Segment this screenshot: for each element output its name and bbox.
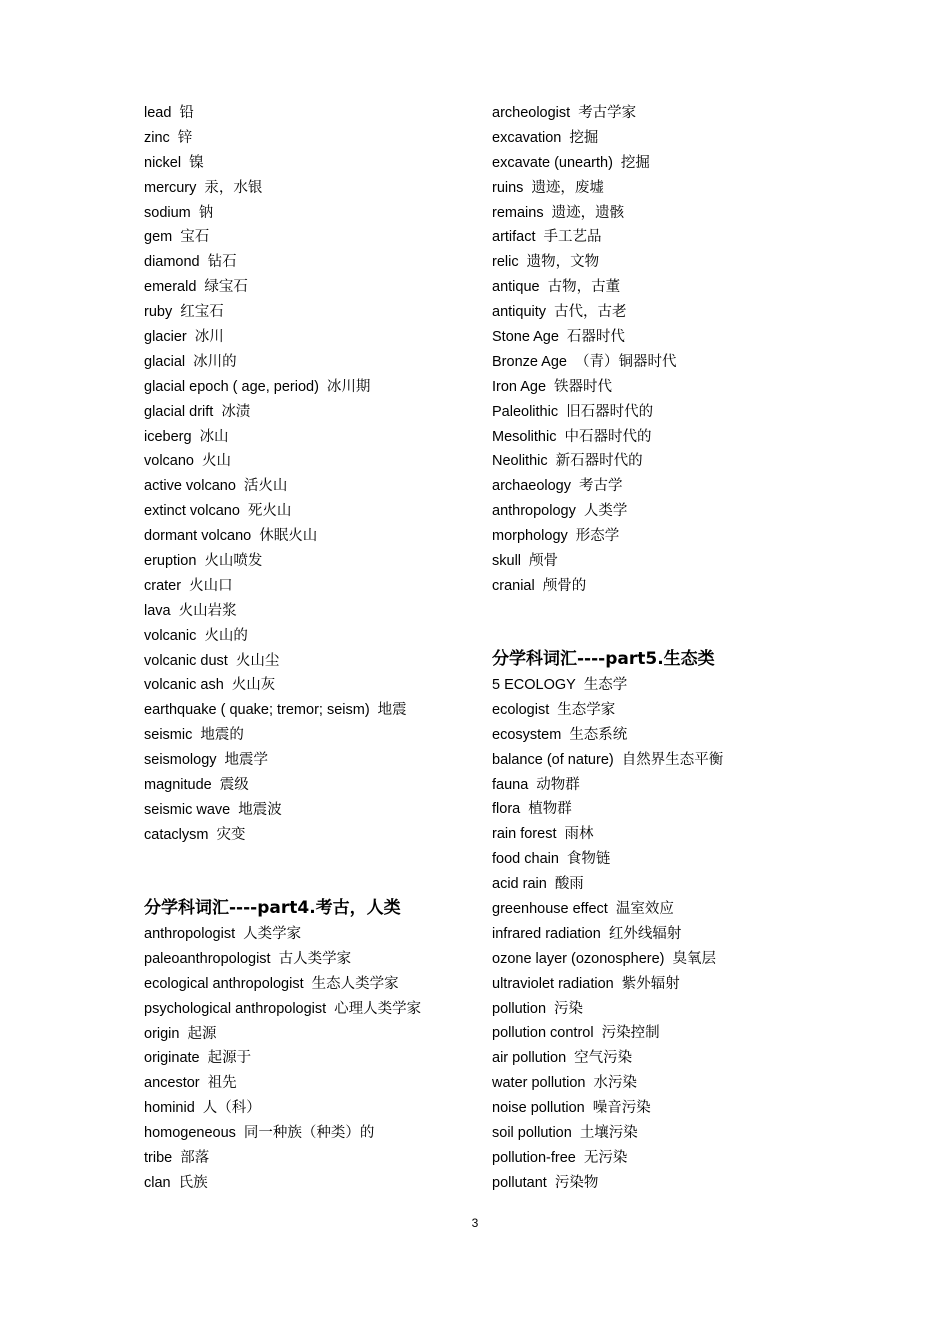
vocab-english: volcanic dust xyxy=(144,652,228,669)
vocab-entry xyxy=(144,300,484,325)
part4-heading: 分学科词汇----part4.考古，人类 xyxy=(144,898,401,918)
vocab-english: pollutant xyxy=(492,1174,547,1191)
vocab-chinese: 无污染 xyxy=(583,1149,628,1166)
vocab-chinese: 温室效应 xyxy=(615,901,674,918)
vocab-chinese: 地震波 xyxy=(238,801,282,818)
vocab-english: seismic wave xyxy=(144,801,231,818)
vocab-chinese: 古代，古老 xyxy=(554,304,627,321)
vocab-chinese: 活火山 xyxy=(243,478,288,495)
vocab-chinese: 冰山 xyxy=(199,428,229,445)
vocab-english: hominid xyxy=(144,1100,195,1117)
vocab-chinese: 铅 xyxy=(179,105,194,121)
vocab-chinese: 宝石 xyxy=(180,229,210,246)
vocab-english: Stone Age xyxy=(492,329,559,346)
vocab-chinese: 生态系统 xyxy=(569,726,628,743)
vocab-english: rain forest xyxy=(492,826,557,843)
vocab-entry xyxy=(144,673,484,698)
vocab-entry xyxy=(144,1121,484,1146)
vocab-entry xyxy=(492,425,912,450)
vocab-english: noise pollution xyxy=(492,1100,585,1117)
vocab-chinese: 铁器时代 xyxy=(554,378,613,395)
vocab-chinese: 土壤污染 xyxy=(579,1125,638,1142)
vocab-chinese: 人（科） xyxy=(202,1100,261,1117)
vocab-chinese: 灾变 xyxy=(216,826,246,843)
vocab-english: gem xyxy=(144,229,173,246)
vocab-entry xyxy=(492,997,912,1022)
vocab-english: pollution xyxy=(492,1000,547,1017)
vocab-entry xyxy=(144,773,484,798)
vocab-entry xyxy=(144,624,484,649)
vocab-english: pollution-free xyxy=(492,1149,576,1166)
vocab-english: relic xyxy=(492,254,519,271)
vocab-chinese: 绿宝石 xyxy=(204,279,248,296)
vocab-chinese: 旧石器时代的 xyxy=(566,403,654,420)
vocab-chinese: 镍 xyxy=(189,154,204,171)
vocab-chinese: 酸雨 xyxy=(554,876,584,893)
vocab-entry xyxy=(492,897,912,922)
vocab-entry xyxy=(492,400,912,425)
vocab-english: lava xyxy=(144,602,171,619)
vocab-chinese: （青）铜器时代 xyxy=(574,353,677,370)
vocab-entry xyxy=(492,723,912,748)
vocab-entry xyxy=(144,499,484,524)
vocab-chinese: 冰川 xyxy=(194,329,224,346)
vocab-entry xyxy=(492,499,912,524)
vocab-english: antique xyxy=(492,279,540,296)
vocab-english: acid rain xyxy=(492,876,547,893)
vocab-entry xyxy=(144,474,484,499)
vocab-chinese: 冰川期 xyxy=(326,378,371,395)
right-vocab-list xyxy=(492,101,912,599)
vocab-english: Mesolithic xyxy=(492,428,557,445)
vocab-english: balance (of nature) xyxy=(492,751,614,768)
vocab-english: seismic xyxy=(144,727,193,744)
vocab-chinese: 中石器时代的 xyxy=(564,428,652,445)
vocab-entry xyxy=(144,101,484,126)
vocab-entry xyxy=(144,524,484,549)
vocab-english: lead xyxy=(144,105,172,121)
vocab-entry xyxy=(492,126,912,151)
vocab-entry xyxy=(144,350,484,375)
vocab-chinese: 古人类学家 xyxy=(278,950,352,967)
vocab-english: excavate (unearth) xyxy=(492,154,613,171)
vocab-chinese: 冰渍 xyxy=(221,403,251,420)
vocab-english: ecological anthropologist xyxy=(144,975,304,992)
vocab-chinese: 污染控制 xyxy=(601,1025,660,1042)
vocab-entry xyxy=(144,126,484,151)
vocab-chinese: 火山 xyxy=(201,453,231,470)
vocab-english: excavation xyxy=(492,129,562,146)
vocab-english: extinct volcano xyxy=(144,503,240,520)
vocab-english: paleoanthropologist xyxy=(144,950,271,967)
vocab-chinese: 红宝石 xyxy=(180,304,224,321)
vocab-english: ruins xyxy=(492,179,524,196)
part5-vocab-list xyxy=(492,673,912,1196)
vocab-chinese: 钻石 xyxy=(207,254,237,271)
vocab-chinese: 同一种族（种类）的 xyxy=(243,1125,375,1142)
vocab-english: food chain xyxy=(492,851,559,868)
vocab-english: 5 ECOLOGY xyxy=(492,677,576,693)
vocab-entry xyxy=(492,797,912,822)
vocab-entry xyxy=(144,1022,484,1047)
vocab-chinese: 自然界生态平衡 xyxy=(621,751,724,768)
vocab-english: anthropologist xyxy=(144,926,236,942)
vocab-entry xyxy=(144,325,484,350)
vocab-english: volcano xyxy=(144,453,194,470)
vocab-chinese: 人类学家 xyxy=(243,926,302,942)
vocab-english: Iron Age xyxy=(492,378,547,395)
vocab-chinese: 石器时代 xyxy=(566,329,625,346)
vocab-english: skull xyxy=(492,553,522,570)
vocab-entry xyxy=(144,151,484,176)
vocab-entry xyxy=(492,151,912,176)
vocab-entry xyxy=(144,947,484,972)
vocab-entry xyxy=(144,823,484,848)
vocab-english: glacial epoch ( age, period) xyxy=(144,378,319,395)
vocab-chinese: 遗迹，遗骸 xyxy=(551,204,625,221)
vocab-english: Neolithic xyxy=(492,453,548,470)
page-number: 3 xyxy=(471,1216,479,1230)
vocab-chinese: 火山岩浆 xyxy=(178,602,237,619)
vocab-chinese: 汞，水银 xyxy=(204,179,263,196)
vocab-entry xyxy=(144,250,484,275)
vocab-entry xyxy=(492,201,912,226)
vocab-english: cataclysm xyxy=(144,826,209,843)
vocab-english: earthquake ( quake; tremor; seism) xyxy=(144,702,370,719)
vocab-english: crater xyxy=(144,577,182,594)
vocab-entry xyxy=(492,822,912,847)
vocab-entry xyxy=(492,922,912,947)
vocab-chinese: 食物链 xyxy=(566,851,611,868)
vocab-entry xyxy=(144,748,484,773)
vocab-english: flora xyxy=(492,801,521,818)
vocab-english: glacier xyxy=(144,329,187,346)
vocab-english: clan xyxy=(144,1174,171,1191)
vocab-english: fauna xyxy=(492,776,529,793)
vocab-chinese: 考古学家 xyxy=(578,105,637,121)
vocab-entry xyxy=(144,400,484,425)
vocab-chinese: 火山的 xyxy=(204,627,248,644)
vocab-english: seismology xyxy=(144,752,217,769)
vocab-chinese: 心理人类学家 xyxy=(334,1000,422,1017)
vocab-english: volcanic xyxy=(144,627,197,644)
vocab-entry xyxy=(492,1121,912,1146)
vocab-entry xyxy=(492,1046,912,1071)
vocab-english: ultraviolet radiation xyxy=(492,975,614,992)
vocab-entry xyxy=(492,574,912,599)
vocab-entry xyxy=(144,201,484,226)
vocab-chinese: 死火山 xyxy=(247,503,292,520)
vocab-english: originate xyxy=(144,1050,200,1067)
vocab-entry xyxy=(492,773,912,798)
vocab-english: soil pollution xyxy=(492,1125,572,1142)
vocab-entry xyxy=(492,847,912,872)
vocab-chinese: 遗物，文物 xyxy=(526,254,600,271)
part5-heading: 分学科词汇----part5.生态类 xyxy=(492,649,715,669)
vocab-entry xyxy=(492,350,912,375)
vocab-english: greenhouse effect xyxy=(492,901,608,918)
vocab-entry xyxy=(144,574,484,599)
vocab-entry xyxy=(492,375,912,400)
vocab-chinese: 水污染 xyxy=(593,1075,637,1092)
vocab-entry xyxy=(144,225,484,250)
vocab-chinese: 污染 xyxy=(554,1000,584,1017)
vocab-chinese: 锌 xyxy=(177,129,193,146)
vocab-chinese: 火山灰 xyxy=(231,677,276,694)
vocab-entry xyxy=(492,1021,912,1046)
vocab-chinese: 氏族 xyxy=(178,1174,208,1191)
vocab-chinese: 火山喷发 xyxy=(204,553,263,570)
vocab-chinese: 部落 xyxy=(180,1150,210,1167)
vocab-entry xyxy=(492,449,912,474)
vocab-chinese: 生态学家 xyxy=(557,701,616,718)
vocab-entry xyxy=(492,947,912,972)
vocab-chinese: 臭氧层 xyxy=(672,950,716,967)
vocab-entry xyxy=(492,225,912,250)
vocab-english: archaeology xyxy=(492,478,571,495)
vocab-chinese: 人类学 xyxy=(583,503,628,520)
vocab-entry xyxy=(144,275,484,300)
vocab-entry xyxy=(492,549,912,574)
vocab-english: homogeneous xyxy=(144,1125,236,1142)
vocab-chinese: 形态学 xyxy=(575,528,620,545)
vocab-english: nickel xyxy=(144,154,182,171)
vocab-chinese: 紫外辐射 xyxy=(621,975,680,992)
vocab-english: volcanic ash xyxy=(144,677,224,694)
vocab-chinese: 地震学 xyxy=(224,752,269,769)
vocab-entry xyxy=(492,300,912,325)
vocab-entry xyxy=(492,1146,912,1171)
vocab-chinese: 植物群 xyxy=(528,801,572,818)
vocab-entry xyxy=(492,1171,912,1196)
vocab-english: ancestor xyxy=(144,1075,200,1092)
vocab-english: air pollution xyxy=(492,1050,567,1067)
vocab-entry xyxy=(144,375,484,400)
vocab-english: pollution control xyxy=(492,1025,594,1042)
vocab-entry xyxy=(492,524,912,549)
vocab-entry xyxy=(144,698,484,723)
vocab-english: zinc xyxy=(144,129,170,146)
vocab-chinese: 挖掘 xyxy=(620,154,650,171)
vocab-english: artifact xyxy=(492,229,536,246)
vocab-entry xyxy=(144,1146,484,1171)
vocab-chinese: 新石器时代的 xyxy=(555,453,643,470)
part4-vocab-list xyxy=(144,922,484,1196)
vocab-entry xyxy=(492,250,912,275)
vocab-entry xyxy=(144,1071,484,1096)
vocab-chinese: 震级 xyxy=(219,777,249,794)
vocab-chinese: 火山口 xyxy=(189,577,233,594)
vocab-english: antiquity xyxy=(492,304,547,321)
vocab-english: psychological anthropologist xyxy=(144,1000,327,1017)
vocab-english: ruby xyxy=(144,304,173,321)
vocab-english: water pollution xyxy=(492,1075,586,1092)
vocab-entry xyxy=(144,176,484,201)
vocab-entry xyxy=(492,275,912,300)
vocab-english: Bronze Age xyxy=(492,353,567,370)
vocab-chinese: 雨林 xyxy=(564,826,594,843)
vocab-entry xyxy=(492,176,912,201)
vocab-chinese: 颅骨的 xyxy=(542,577,587,594)
vocab-chinese: 起源于 xyxy=(207,1050,252,1067)
vocab-entry xyxy=(144,1096,484,1121)
vocab-chinese: 火山尘 xyxy=(235,652,280,669)
vocab-chinese: 挖掘 xyxy=(569,129,599,146)
vocab-entry xyxy=(144,723,484,748)
vocab-chinese: 颅骨 xyxy=(529,553,559,570)
vocab-chinese: 地震的 xyxy=(200,727,244,744)
vocab-chinese: 生态学 xyxy=(583,677,628,693)
vocab-english: remains xyxy=(492,204,544,221)
vocab-english: ecosystem xyxy=(492,726,562,743)
vocab-chinese: 空气污染 xyxy=(574,1050,633,1067)
vocab-english: magnitude xyxy=(144,777,212,794)
left-vocab-list xyxy=(144,101,484,848)
vocab-chinese: 起源 xyxy=(187,1025,217,1042)
vocab-entry xyxy=(492,748,912,773)
vocab-chinese: 红外线辐射 xyxy=(608,925,682,942)
vocab-english: tribe xyxy=(144,1150,173,1167)
vocab-english: ecologist xyxy=(492,701,550,718)
vocab-chinese: 古物，古董 xyxy=(547,279,621,296)
vocab-entry xyxy=(144,1171,484,1196)
vocab-entry xyxy=(144,449,484,474)
vocab-english: eruption xyxy=(144,553,197,570)
vocab-english: emerald xyxy=(144,279,197,296)
vocab-chinese: 考古学 xyxy=(579,478,623,495)
vocab-chinese: 钠 xyxy=(198,204,214,221)
vocab-english: ozone layer (ozonosphere) xyxy=(492,950,665,967)
vocab-entry xyxy=(492,325,912,350)
vocab-english: glacial xyxy=(144,353,186,370)
vocab-chinese: 污染物 xyxy=(554,1174,599,1191)
vocab-chinese: 动物群 xyxy=(536,776,580,793)
vocab-entry xyxy=(144,798,484,823)
vocab-chinese: 手工艺品 xyxy=(543,229,602,246)
vocab-chinese: 冰川的 xyxy=(193,353,237,370)
vocab-english: archeologist xyxy=(492,105,571,121)
vocab-entry xyxy=(144,1046,484,1071)
vocab-entry xyxy=(144,425,484,450)
vocab-chinese: 生态人类学家 xyxy=(311,975,399,992)
vocab-entry xyxy=(492,1071,912,1096)
vocab-entry xyxy=(492,474,912,499)
vocab-english: cranial xyxy=(492,577,535,594)
vocab-entry xyxy=(144,997,484,1022)
vocab-entry xyxy=(492,698,912,723)
vocab-entry xyxy=(492,1096,912,1121)
vocab-entry xyxy=(492,673,912,698)
vocab-english: mercury xyxy=(144,179,197,196)
vocab-chinese: 祖先 xyxy=(207,1075,237,1092)
vocab-chinese: 地震 xyxy=(377,702,407,719)
vocab-entry xyxy=(144,599,484,624)
vocab-english: morphology xyxy=(492,528,568,545)
vocab-entry xyxy=(144,922,484,947)
vocab-english: active volcano xyxy=(144,478,236,495)
vocab-english: Paleolithic xyxy=(492,403,559,420)
vocab-english: sodium xyxy=(144,204,191,221)
vocab-entry xyxy=(492,972,912,997)
vocab-english: glacial drift xyxy=(144,403,214,420)
vocab-english: dormant volcano xyxy=(144,528,252,545)
vocab-entry xyxy=(144,649,484,674)
vocab-chinese: 噪音污染 xyxy=(592,1100,651,1117)
vocab-english: anthropology xyxy=(492,503,576,520)
vocab-english: iceberg xyxy=(144,428,192,445)
vocab-chinese: 遗迹，废墟 xyxy=(531,179,604,196)
vocab-english: origin xyxy=(144,1025,180,1042)
vocab-entry xyxy=(144,549,484,574)
vocab-english: infrared radiation xyxy=(492,925,601,942)
vocab-chinese: 休眠火山 xyxy=(259,528,318,545)
vocab-entry xyxy=(492,101,912,126)
vocab-english: diamond xyxy=(144,254,200,271)
vocab-entry xyxy=(492,872,912,897)
vocab-entry xyxy=(144,972,484,997)
